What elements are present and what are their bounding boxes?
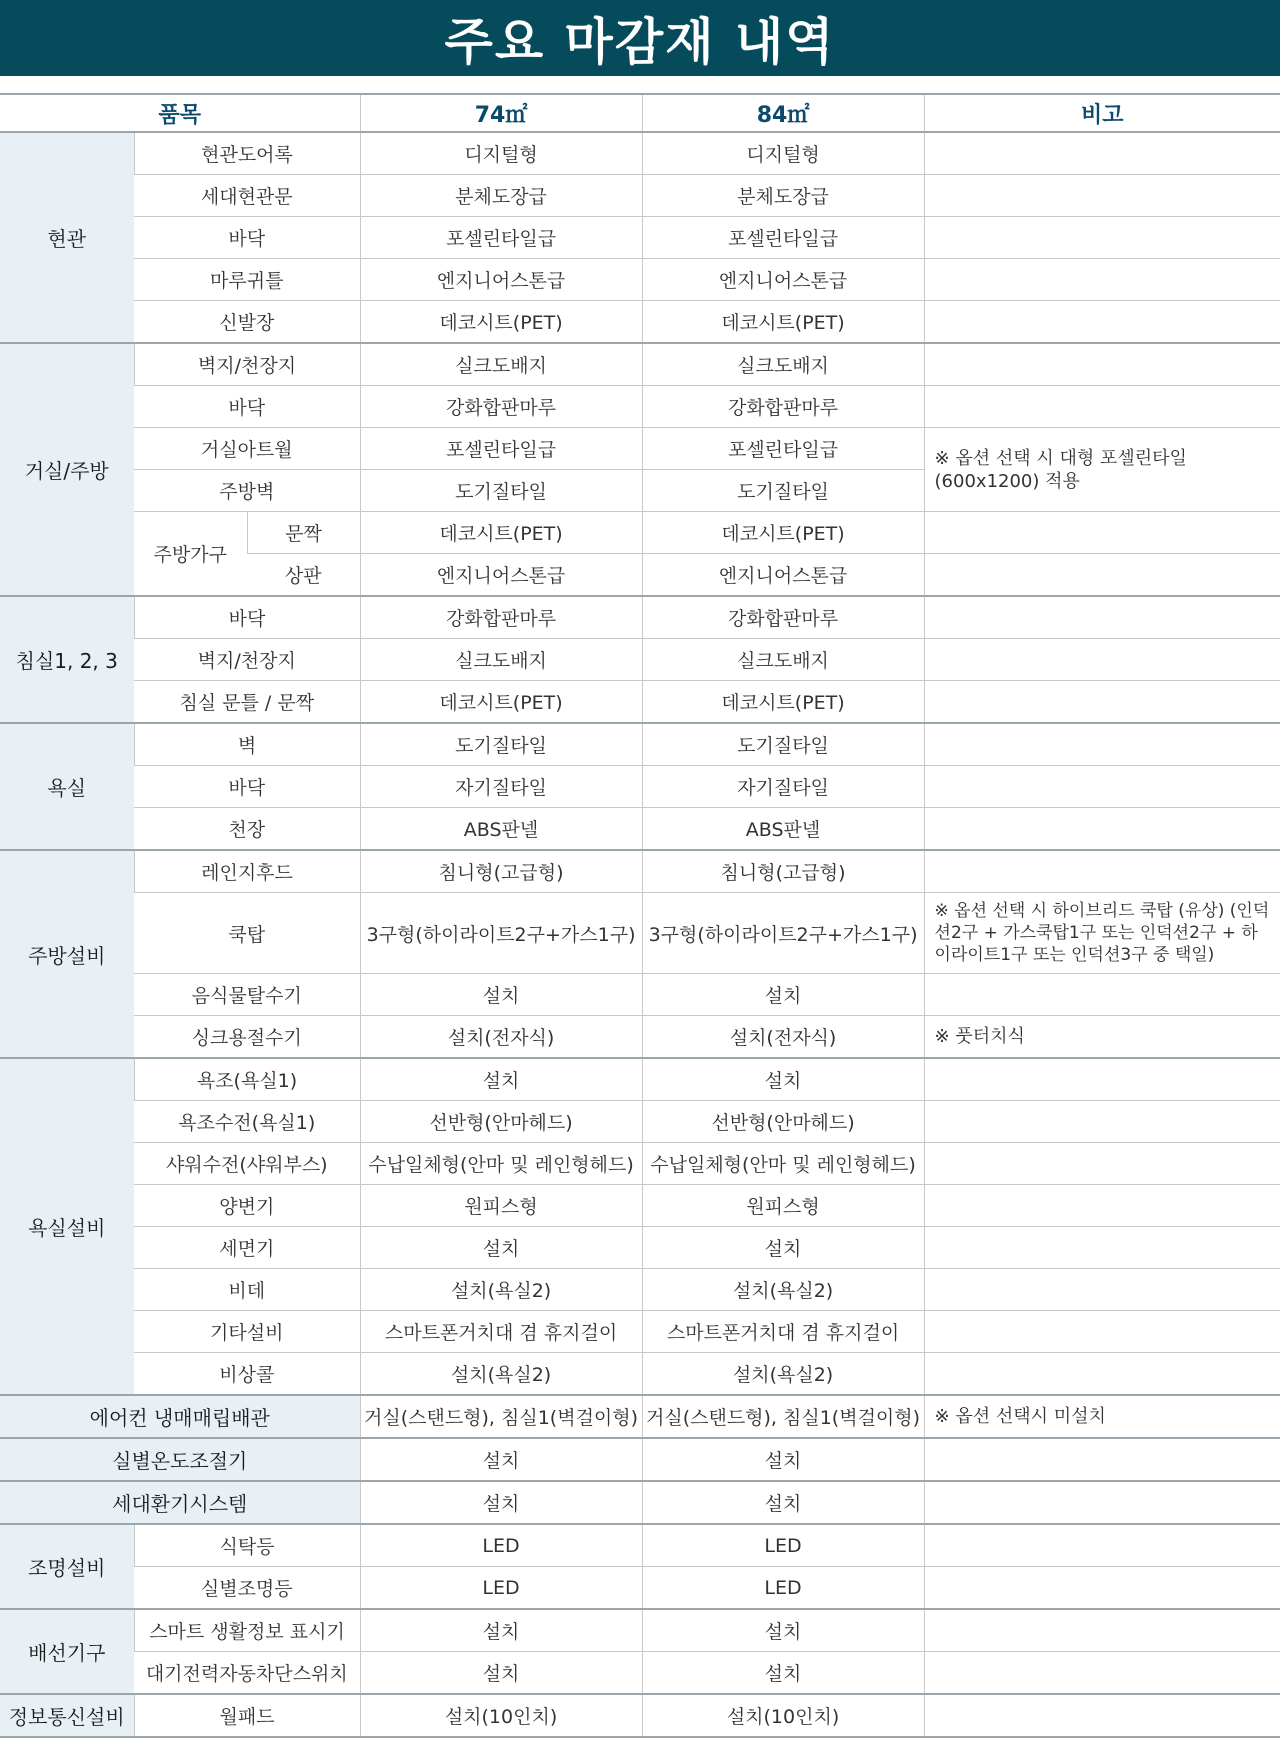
value-84-cell: 도기질타일 [642, 723, 924, 766]
category-cell: 주방설비 [0, 850, 134, 1058]
item-cell: 주방벽 [134, 470, 360, 512]
value-74-cell: 분체도장급 [360, 175, 642, 217]
page-title: 주요 마감재 내역 [0, 0, 1280, 76]
table-row [0, 301, 1280, 344]
item-cell: 현관도어록 [134, 132, 360, 175]
value-84-cell: 분체도장급 [642, 175, 924, 217]
table-row [0, 974, 1280, 1016]
table-row [0, 1269, 1280, 1311]
value-84-cell: 도기질타일 [642, 470, 924, 512]
note-cell [924, 217, 1280, 259]
note-cell [924, 512, 1280, 554]
note-cell: ※ 옵션 선택시 미설치 [924, 1395, 1280, 1438]
note-cell [924, 554, 1280, 597]
note-cell [924, 723, 1280, 766]
header-84: 84㎡ [642, 94, 924, 132]
value-84-cell: 포셀린타일급 [642, 428, 924, 470]
category-cell: 정보통신설비 [0, 1694, 134, 1737]
item-cell: 거실아트월 [134, 428, 360, 470]
value-74-cell: 수납일체형(안마 및 레인형헤드) [360, 1143, 642, 1185]
value-74-cell: 설치(전자식) [360, 1016, 642, 1059]
value-74-cell: 데코시트(PET) [360, 301, 642, 344]
value-74-cell: 3구형(하이라이트2구+가스1구) [360, 893, 642, 974]
note-cell [924, 175, 1280, 217]
item-cell: 상판 [247, 554, 360, 597]
table-row [0, 1311, 1280, 1353]
table-row [0, 808, 1280, 851]
item-cell: 식탁등 [134, 1524, 360, 1567]
note-cell [924, 1185, 1280, 1227]
subcategory-cell: 주방가구 [134, 512, 247, 597]
table-row [0, 1438, 1280, 1481]
category-cell: 침실1, 2, 3 [0, 596, 134, 723]
item-cell: 세대현관문 [134, 175, 360, 217]
item-cell: 마루귀틀 [134, 259, 360, 301]
table-row [0, 723, 1280, 766]
value-84-cell: LED [642, 1567, 924, 1610]
value-74-cell: 도기질타일 [360, 470, 642, 512]
note-cell [924, 1524, 1280, 1567]
item-cell: 음식물탈수기 [134, 974, 360, 1016]
item-cell: 양변기 [134, 1185, 360, 1227]
value-74-cell: 엔지니어스톤급 [360, 259, 642, 301]
finishing-materials-table [0, 93, 1280, 1738]
table-row [0, 1609, 1280, 1652]
value-84-cell: 디지털형 [642, 132, 924, 175]
category-cell: 욕실설비 [0, 1058, 134, 1395]
category-cell: 에어컨 냉매매립배관 [0, 1395, 360, 1438]
note-cell [924, 1227, 1280, 1269]
table-row [0, 1395, 1280, 1438]
value-84-cell: ABS판넬 [642, 808, 924, 851]
table-row [0, 1524, 1280, 1567]
item-cell: 비데 [134, 1269, 360, 1311]
value-74-cell: 설치(욕실2) [360, 1269, 642, 1311]
category-cell: 세대환기시스템 [0, 1481, 360, 1524]
note-cell [924, 850, 1280, 893]
note-cell: ※ 옵션 선택 시 대형 포셀린타일 (600x1200) 적용 [924, 428, 1280, 512]
category-cell: 거실/주방 [0, 343, 134, 596]
value-84-cell: 설치 [642, 1058, 924, 1101]
value-74-cell: 데코시트(PET) [360, 681, 642, 724]
value-74-cell: 포셀린타일급 [360, 428, 642, 470]
value-74-cell: 포셀린타일급 [360, 217, 642, 259]
item-cell: 레인지후드 [134, 850, 360, 893]
value-74-cell: 데코시트(PET) [360, 512, 642, 554]
value-84-cell: 설치(10인치) [642, 1694, 924, 1737]
note-cell: ※ 풋터치식 [924, 1016, 1280, 1059]
item-cell: 침실 문틀 / 문짝 [134, 681, 360, 724]
table-row [0, 1652, 1280, 1695]
item-cell: 월패드 [134, 1694, 360, 1737]
table-row [0, 639, 1280, 681]
category-cell: 조명설비 [0, 1524, 134, 1609]
item-cell: 신발장 [134, 301, 360, 344]
note-cell [924, 1269, 1280, 1311]
value-74-cell: LED [360, 1524, 642, 1567]
note-cell [924, 1353, 1280, 1396]
table-row [0, 132, 1280, 175]
value-84-cell: 데코시트(PET) [642, 301, 924, 344]
note-cell [924, 681, 1280, 724]
item-cell: 실별조명등 [134, 1567, 360, 1610]
value-84-cell: 설치 [642, 1652, 924, 1695]
value-74-cell: 강화합판마루 [360, 386, 642, 428]
value-84-cell: 설치 [642, 1438, 924, 1481]
note-cell: ※ 옵션 선택 시 하이브리드 쿡탑 (유상) (인덕션2구 + 가스쿡탑1구 또는 인덕션2구 + 하이라이트1구 또는 인덕션3구 중 택일) [924, 893, 1280, 974]
table-row [0, 1185, 1280, 1227]
note-cell [924, 1101, 1280, 1143]
table-row [0, 259, 1280, 301]
value-84-cell: 데코시트(PET) [642, 681, 924, 724]
item-cell: 욕조(욕실1) [134, 1058, 360, 1101]
table-row [0, 681, 1280, 724]
table-row [0, 1567, 1280, 1610]
value-84-cell: 원피스형 [642, 1185, 924, 1227]
item-cell: 욕조수전(욕실1) [134, 1101, 360, 1143]
value-74-cell: 실크도배지 [360, 639, 642, 681]
table-row [0, 1016, 1280, 1059]
value-74-cell: 설치(10인치) [360, 1694, 642, 1737]
item-cell: 비상콜 [134, 1353, 360, 1396]
value-74-cell: 설치 [360, 974, 642, 1016]
category-cell: 배선기구 [0, 1609, 134, 1694]
item-cell: 기타설비 [134, 1311, 360, 1353]
value-84-cell: 수납일체형(안마 및 레인형헤드) [642, 1143, 924, 1185]
value-84-cell: 엔지니어스톤급 [642, 259, 924, 301]
table-row [0, 766, 1280, 808]
note-cell [924, 1311, 1280, 1353]
table-row [0, 1143, 1280, 1185]
value-74-cell: 거실(스탠드형), 침실1(벽걸이형) [360, 1395, 642, 1438]
value-84-cell: 강화합판마루 [642, 386, 924, 428]
value-74-cell: 설치 [360, 1227, 642, 1269]
value-74-cell: 강화합판마루 [360, 596, 642, 639]
value-74-cell: 스마트폰거치대 겸 휴지걸이 [360, 1311, 642, 1353]
header-note: 비고 [924, 94, 1280, 132]
item-cell: 스마트 생활정보 표시기 [134, 1609, 360, 1652]
note-cell [924, 1058, 1280, 1101]
value-74-cell: 자기질타일 [360, 766, 642, 808]
table-row [0, 512, 1280, 554]
value-84-cell: 침니형(고급형) [642, 850, 924, 893]
value-84-cell: 설치 [642, 1609, 924, 1652]
value-74-cell: 선반형(안마헤드) [360, 1101, 642, 1143]
value-84-cell: 거실(스탠드형), 침실1(벽걸이형) [642, 1395, 924, 1438]
table-row [0, 1353, 1280, 1396]
value-84-cell: 3구형(하이라이트2구+가스1구) [642, 893, 924, 974]
note-cell [924, 1438, 1280, 1481]
item-cell: 세면기 [134, 1227, 360, 1269]
value-74-cell: 도기질타일 [360, 723, 642, 766]
note-cell [924, 1652, 1280, 1695]
category-cell: 욕실 [0, 723, 134, 850]
value-84-cell: 설치(욕실2) [642, 1353, 924, 1396]
item-cell: 벽 [134, 723, 360, 766]
table-row [0, 175, 1280, 217]
note-cell [924, 343, 1280, 386]
note-cell [924, 808, 1280, 851]
note-cell [924, 1609, 1280, 1652]
value-84-cell: 실크도배지 [642, 343, 924, 386]
value-84-cell: 강화합판마루 [642, 596, 924, 639]
table-row [0, 1058, 1280, 1101]
value-84-cell: 엔지니어스톤급 [642, 554, 924, 597]
value-74-cell: 설치 [360, 1652, 642, 1695]
value-74-cell: 설치(욕실2) [360, 1353, 642, 1396]
note-cell [924, 1694, 1280, 1737]
note-cell [924, 386, 1280, 428]
value-74-cell: 실크도배지 [360, 343, 642, 386]
item-cell: 쿡탑 [134, 893, 360, 974]
value-84-cell: 설치 [642, 974, 924, 1016]
value-84-cell: 데코시트(PET) [642, 512, 924, 554]
note-cell [924, 639, 1280, 681]
item-cell: 벽지/천장지 [134, 639, 360, 681]
value-84-cell: LED [642, 1524, 924, 1567]
value-74-cell: 엔지니어스톤급 [360, 554, 642, 597]
value-74-cell: LED [360, 1567, 642, 1610]
note-cell [924, 1143, 1280, 1185]
table-row [0, 893, 1280, 974]
item-cell: 벽지/천장지 [134, 343, 360, 386]
item-cell: 샤워수전(샤워부스) [134, 1143, 360, 1185]
header-item: 품목 [0, 94, 360, 132]
item-cell: 천장 [134, 808, 360, 851]
note-cell [924, 974, 1280, 1016]
value-84-cell: 설치 [642, 1227, 924, 1269]
table-row [0, 386, 1280, 428]
note-cell [924, 1567, 1280, 1610]
table-row [0, 596, 1280, 639]
value-84-cell: 설치(전자식) [642, 1016, 924, 1059]
note-cell [924, 259, 1280, 301]
table-row [0, 1101, 1280, 1143]
table-row [0, 428, 1280, 470]
value-84-cell: 설치(욕실2) [642, 1269, 924, 1311]
value-74-cell: 원피스형 [360, 1185, 642, 1227]
table-row [0, 1227, 1280, 1269]
value-84-cell: 설치 [642, 1481, 924, 1524]
value-74-cell: 디지털형 [360, 132, 642, 175]
category-cell: 현관 [0, 132, 134, 343]
table-row [0, 1694, 1280, 1737]
table-row [0, 217, 1280, 259]
category-cell: 실별온도조절기 [0, 1438, 360, 1481]
item-cell: 싱크용절수기 [134, 1016, 360, 1059]
item-cell: 바닥 [134, 596, 360, 639]
value-84-cell: 선반형(안마헤드) [642, 1101, 924, 1143]
item-cell: 바닥 [134, 766, 360, 808]
header-74: 74㎡ [360, 94, 642, 132]
table-row [0, 1481, 1280, 1524]
value-74-cell: 설치 [360, 1438, 642, 1481]
value-84-cell: 실크도배지 [642, 639, 924, 681]
value-74-cell: 침니형(고급형) [360, 850, 642, 893]
value-84-cell: 자기질타일 [642, 766, 924, 808]
note-cell [924, 132, 1280, 175]
note-cell [924, 301, 1280, 344]
note-cell [924, 1481, 1280, 1524]
item-cell: 문짝 [247, 512, 360, 554]
value-74-cell: 설치 [360, 1481, 642, 1524]
value-84-cell: 포셀린타일급 [642, 217, 924, 259]
value-74-cell: ABS판넬 [360, 808, 642, 851]
table-row [0, 343, 1280, 386]
value-74-cell: 설치 [360, 1609, 642, 1652]
item-cell: 바닥 [134, 386, 360, 428]
table-header-row [0, 94, 1280, 132]
note-cell [924, 596, 1280, 639]
item-cell: 대기전력자동차단스위치 [134, 1652, 360, 1695]
table-row [0, 850, 1280, 893]
value-84-cell: 스마트폰거치대 겸 휴지걸이 [642, 1311, 924, 1353]
item-cell: 바닥 [134, 217, 360, 259]
value-74-cell: 설치 [360, 1058, 642, 1101]
note-cell [924, 766, 1280, 808]
